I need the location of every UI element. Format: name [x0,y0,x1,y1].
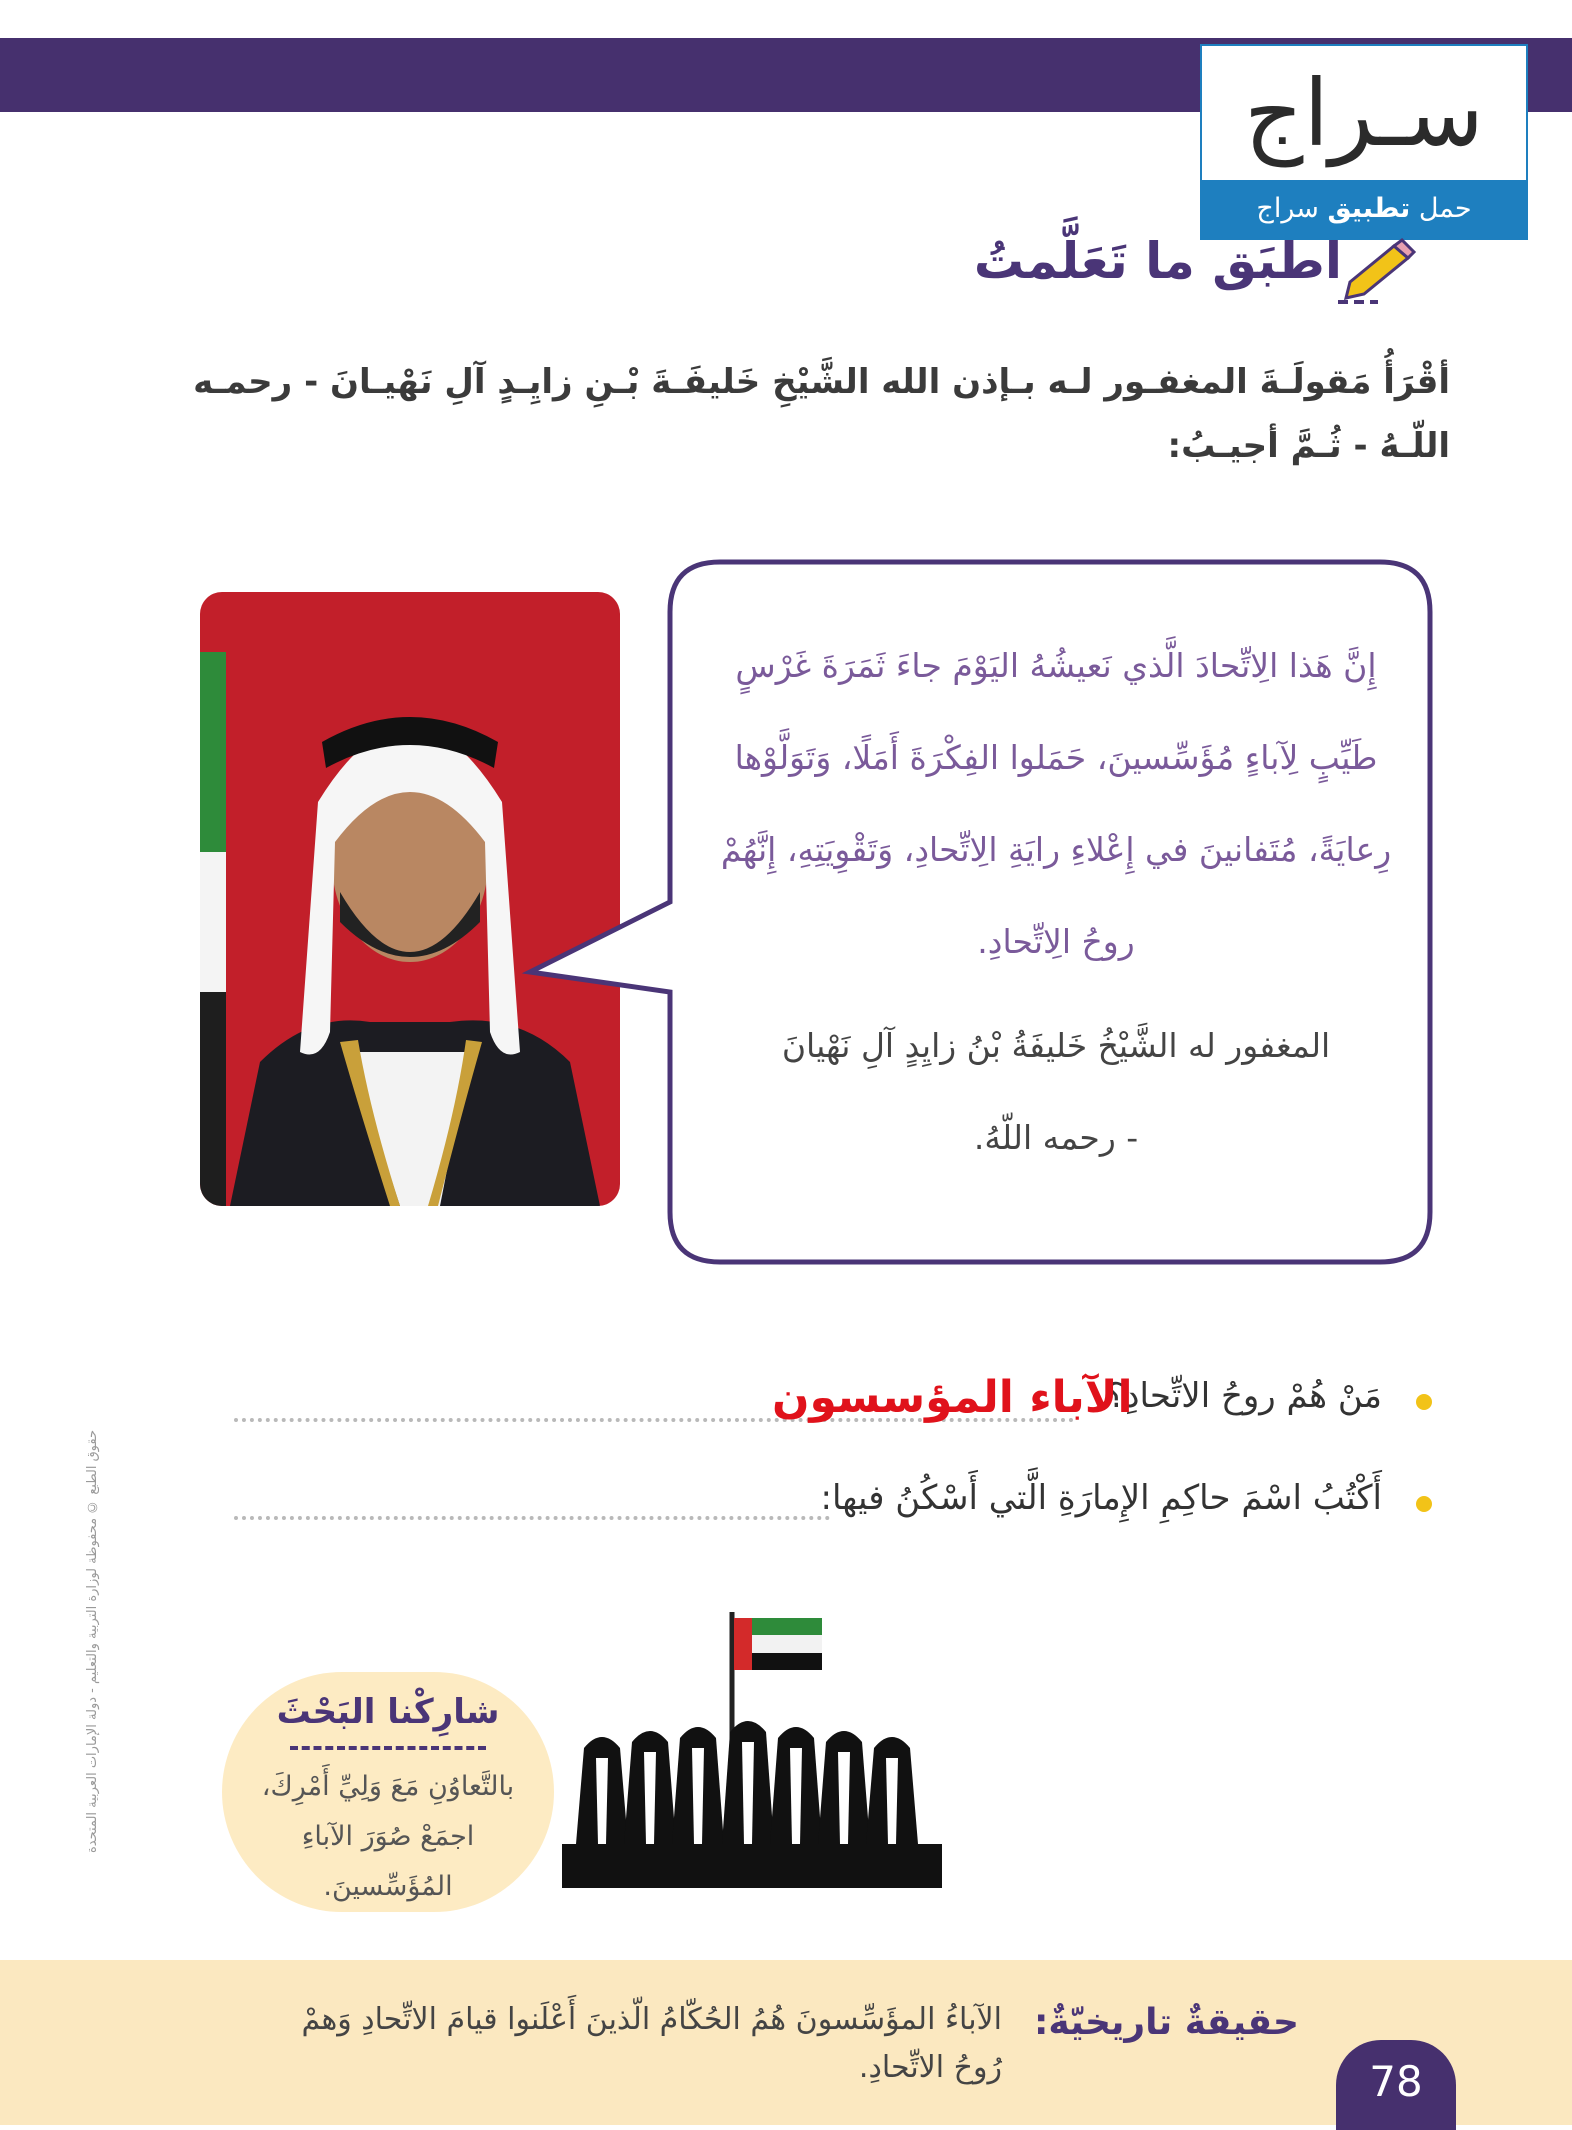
quote-text [690,620,1422,988]
question-text: أَكْتُبُ اسْمَ حاكِمِ الإِمارَةِ الَّتي أَسْكُنُ فيها: [820,1478,1382,1518]
quote-line: روحُ الِاتِّحادِ. [977,922,1135,961]
logo-tagline-bold: تطبيق [1327,193,1411,224]
fact-title: حقيقةٌ تاريخيّةٌ: [1034,2002,1299,2043]
bullet-icon [1416,1496,1432,1512]
quote-author [690,1000,1422,1184]
quote-author-line: - رحمه اللّهُ. [973,1118,1139,1157]
logo-tagline-post: سراج [1256,193,1319,224]
page-number: 78 [1336,2040,1456,2130]
share-research-box [222,1672,554,1912]
pencil-icon [1330,236,1420,310]
quote-line: طَيِّبٍ لِآباءٍ مُؤَسِّسينَ، حَمَلوا الفِكْرَةَ أَمَلًا، وَتَوَلَّوْها [734,738,1378,777]
share-text: بالتَّعاوُنِ مَعَ وَلِيِّ أَمْرِكَ، اجمَعْ صُوَرَ الآباءِ المُؤَسِّسينَ. [261,1771,515,1902]
fact-text: الآباءُ المؤَسِّسونَ هُمُ الحُكّامُ الّذينَ أَعْلَنوا قيامَ الاتِّحادِ وَهمْ رُوحُ الاتِّحادِ. [301,2002,1002,2085]
bullet-icon [1416,1394,1432,1410]
founding-fathers-silhouette [562,1608,942,1888]
divider [290,1746,486,1750]
question-text: مَنْ هُمْ روحُ الاتِّحادِ؟ [1106,1376,1382,1416]
answer-line[interactable] [234,1516,830,1520]
logo-word: سـراج [1244,60,1484,167]
share-title: شارِكْنا البَحْثَ [276,1692,500,1732]
copyright-side-text: حقوق الطبع © محفوظة لوزارة التربية والتعليم - دولة الإمارات العربية المتحدة [85,1430,100,1854]
quote-author-line: المغفور له الشَّيْخُ خَليفَةُ بْنُ زايِدٍ آلِ نَهْيانَ [781,1026,1331,1065]
section-heading: اطبَق ما تَعَلَّمتُ [973,232,1342,290]
logo-tagline-pre: حمل [1418,193,1472,224]
instruction-text: أقْرَأُ مَقولَـةَ المغفـور لـه بـإذن الله الشَّيْخِ خَليفَـةَ بْـنِ زايِـدٍ آلِ نَهْيـانَ - رحمـه اللّـهُ - ثُـمَّ أجيـبُ: [193,362,1450,466]
siraj-logo [1200,44,1528,240]
quote-line: إِنَّ هَذا الِاتِّحادَ الَّذي نَعيشُهُ اليَوْمَ جاءَ ثَمَرَةَ غَرْسٍ [735,646,1377,685]
handwritten-answer: الآباء المؤسسون [772,1372,1133,1423]
quote-line: رِعايَةً، مُتَفانينَ في إِعْلاءِ رايَةِ الِاتِّحادِ، وَتَقْوِيَتِهِ، إِنَّهُمْ [720,830,1392,869]
logo-tagline [1202,180,1526,238]
